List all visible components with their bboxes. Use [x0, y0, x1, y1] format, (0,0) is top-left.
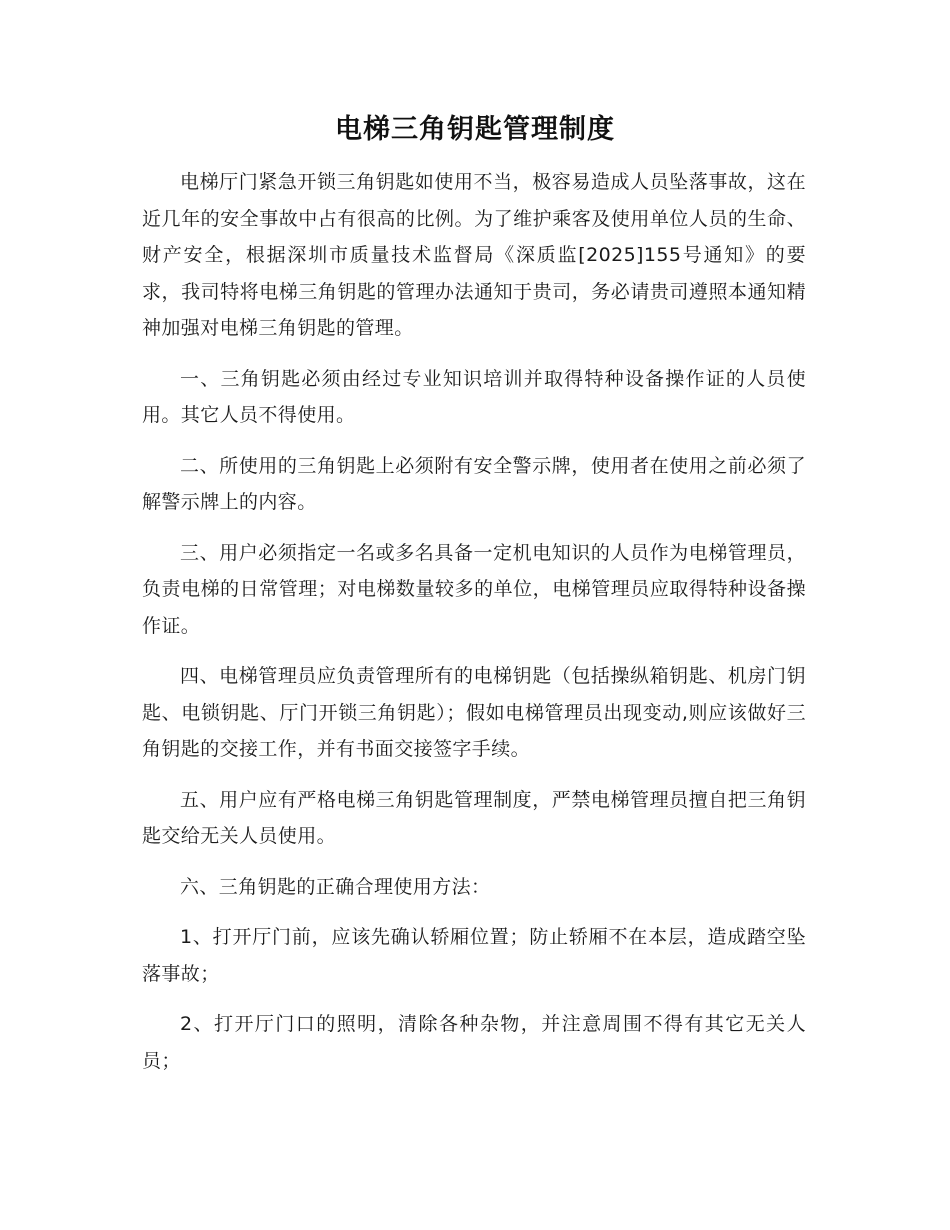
usage-step-2: 2、打开厅门口的照明，清除各种杂物，并注意周围不得有其它无关人员；: [142, 1013, 806, 1072]
rule-6-heading: 六、三角钥匙的正确合理使用方法：: [180, 875, 491, 898]
usage-step-1: 1、打开厅门前，应该先确认轿厢位置；防止轿厢不在本层，造成踏空坠落事故；: [142, 926, 806, 985]
intro-paragraph: 电梯厅门紧急开锁三角钥匙如使用不当，极容易造成人员坠落事故，这在近几年的安全事故中占有很高的比例。为了维护乘客及使用单位人员的生命、财产安全，根据深圳市质量技术监督局《深质监[2025]155号通知》的要求，我司特将电梯三角钥匙的管理办法通知于贵司，务必请贵司遵照本通知精神加强对电梯三角钥匙的管理。: [142, 171, 806, 339]
rule-3-paragraph: 三、用户必须指定一名或多名具备一定机电知识的人员作为电梯管理员，负责电梯的日常管理；对电梯数量较多的单位，电梯管理员应取得特种设备操作证。: [142, 541, 806, 637]
rule-1-paragraph: 一、三角钥匙必须由经过专业知识培训并取得特种设备操作证的人员使用。其它人员不得使用。: [142, 367, 806, 426]
rule-4-paragraph: 四、电梯管理员应负责管理所有的电梯钥匙（包括操纵箱钥匙、机房门钥匙、电锁钥匙、厅门开锁三角钥匙）；假如电梯管理员出现变动,则应该做好三角钥匙的交接工作，并有书面交接签字手续。: [142, 665, 806, 760]
rule-2-paragraph: 二、所使用的三角钥匙上必须附有安全警示牌，使用者在使用之前必须了解警示牌上的内容。: [142, 454, 806, 513]
document-title: 电梯三角钥匙管理制度: [335, 114, 615, 145]
document-body: [142, 164, 806, 1093]
rule-5-paragraph: 五、用户应有严格电梯三角钥匙管理制度，严禁电梯管理员擅自把三角钥匙交给无关人员使用。: [142, 788, 806, 847]
